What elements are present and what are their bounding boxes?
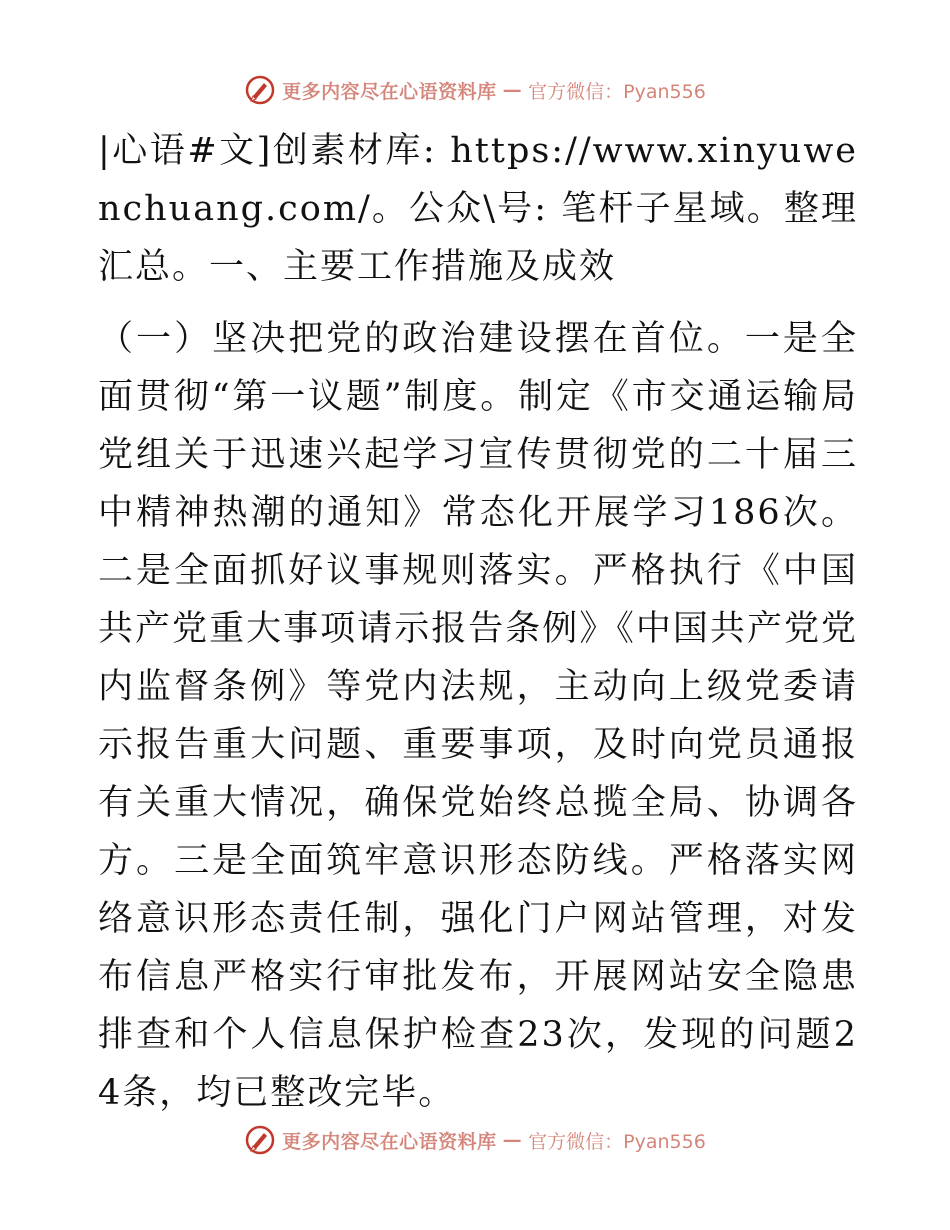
watermark-main-text: 更多内容尽在心语资料库 [282,1130,497,1153]
watermark-dash: — [502,1129,523,1151]
quill-pen-logo-icon [244,74,276,106]
intro-paragraph: |心语#文]创素材库: https://www.xinyuwenchuang.com/。公众\号: 笔杆子星域。整理汇总。一、主要工作措施及成效 [98,131,858,287]
quill-pen-logo-icon [244,1124,276,1156]
body-paragraph: （一）坚决把党的政治建设摆在首位。一是全面贯彻“第一议题”制度。制定《市交通运输局党组关于迅速兴起学习宣传贯彻党的二十届三中精神热潮的通知》常态化开展学习186次。二是全面抓好议事规则落实。严格执行《中国共产党重大事项请示报告条例》《中国共产党党内监督条例》等党内法规，主动向上级党委请示报告重大问题、重要事项，及时向党员通报有关重大情况，确保党始终总揽全局、协调各方。三是全面筑牢意识形态防线。严格落实网络意识形态责任制，强化门户网站管理，对发布信息严格实行审批发布，开展网站安全隐患排查和个人信息保护检查23次，发现的问题24条，均已整改完毕。 [98,319,858,1113]
document-body [98,122,858,1122]
header-watermark [0,70,950,110]
watermark-main-text: 更多内容尽在心语资料库 [282,80,497,103]
watermark-sub-text: 官方微信：Pyan556 [528,1130,706,1153]
watermark-dash: — [502,79,523,101]
footer-watermark [0,1120,950,1160]
watermark-sub-text: 官方微信：Pyan556 [528,80,706,103]
